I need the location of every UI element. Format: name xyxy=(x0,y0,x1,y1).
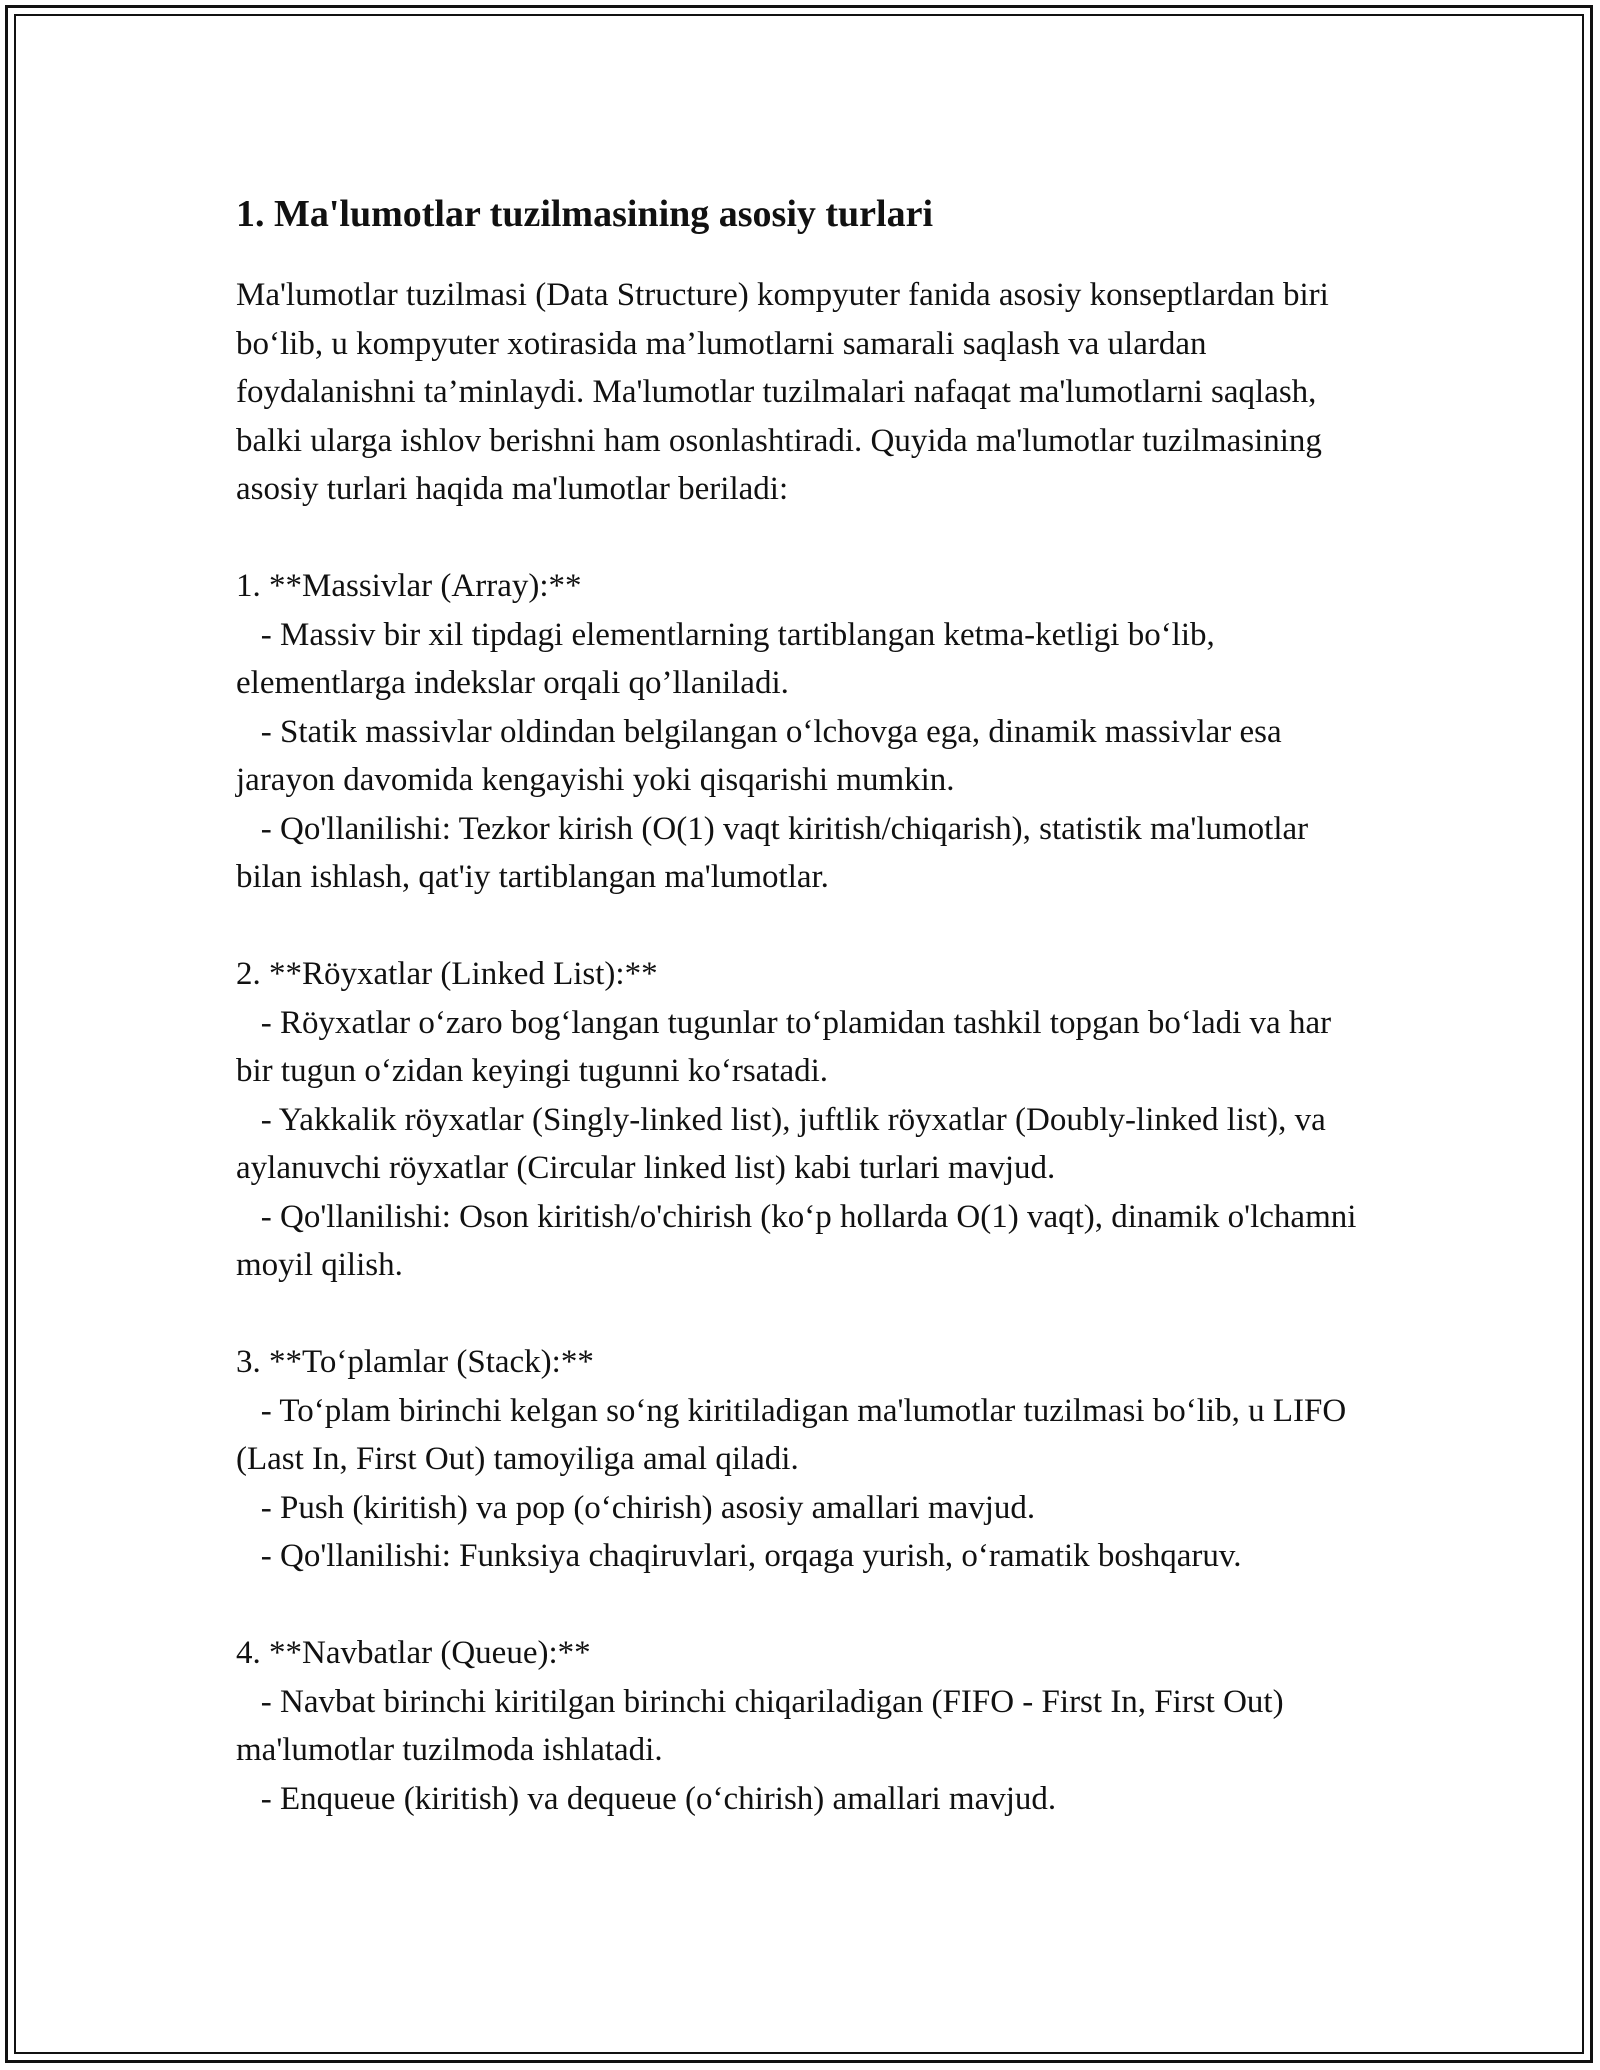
list-bullet: - Qo'llanilishi: Oson kiritish/o'chirish (ko‘p hollarda O(1) vaqt), dinamik o'lchamni moyil qilish. xyxy=(236,1198,1365,1283)
list-bullet: - To‘plam birinchi kelgan so‘ng kiritiladigan ma'lumotlar tuzilmasi bo‘lib, u LIFO (Last In, First Out) tamoyiliga amal qiladi. xyxy=(236,1392,1355,1477)
document-body xyxy=(236,188,1366,1823)
list-bullet: - Yakkalik röyxatlar (Singly-linked list), juftlik röyxatlar (Doubly-linked list), va aylanuvchi röyxatlar (Circular linked list) kabi turlari mavjud. xyxy=(236,1101,1334,1186)
list-item-heading: 2. **Röyxatlar (Linked List):** xyxy=(236,956,658,992)
paragraph-gap xyxy=(236,1581,1366,1630)
list-bullet: - Qo'llanilishi: Funksiya chaqiruvlari, orqaga yurish, o‘ramatik boshqaruv. xyxy=(236,1538,1242,1574)
list-item-stack xyxy=(236,1338,1366,1581)
list-bullet: - Push (kiritish) va pop (o‘chirish) asosiy amallari mavjud. xyxy=(236,1489,1036,1526)
list-bullet: - Qo'llanilishi: Tezkor kirish (O(1) vaqt kiritish/chiqarish), statistik ma'lumotlar bilan ishlash, qat'iy tartiblangan ma'lumotlar. xyxy=(236,810,1317,895)
list-item-heading: 1. **Massivlar (Array):** xyxy=(236,568,582,604)
intro-paragraph: Ma'lumotlar tuzilmasi (Data Structure) kompyuter fanida asosiy konseptlardan biri bo‘lib, u kompyuter xotirasida ma’lumotlarni samarali saqlash va ulardan foydalanishni ta’minlaydi. Ma'lumotlar tuzilmalari nafaqat ma'lumotlarni saqlash, balki ularga ishlov berishni ham osonlashtiradi. Quyida ma'lumotlar tuzilmasining asosiy turlari haqida ma'lumotlar beriladi: xyxy=(236,277,1338,507)
paragraph-gap xyxy=(236,1290,1366,1339)
list-item-linked-list xyxy=(236,950,1366,1290)
list-item-heading: 4. **Navbatlar (Queue):** xyxy=(236,1635,591,1671)
section-title: 1. Ma'lumotlar tuzilmasining asosiy turlari xyxy=(236,193,934,235)
list-bullet: - Massiv bir xil tipdagi elementlarning tartiblangan ketma-ketligi bo‘lib, elementlarga indekslar orqali qo’llaniladi. xyxy=(236,616,1224,701)
list-item-heading: 3. **To‘plamlar (Stack):** xyxy=(236,1344,594,1380)
list-bullet: - Navbat birinchi kiritilgan birinchi chiqariladigan (FIFO - First In, First Out) ma'lumotlar tuzilmoda ishlatadi. xyxy=(236,1683,1292,1768)
list-item-queue xyxy=(236,1629,1366,1823)
paragraph-gap xyxy=(236,902,1366,951)
paragraph-gap xyxy=(236,514,1366,563)
list-bullet: - Röyxatlar o‘zaro bog‘langan tugunlar to‘plamidan tashkil topgan bo‘ladi va har bir tugun o‘zidan keyingi tugunni ko‘rsatadi. xyxy=(236,1004,1340,1089)
list-bullet: - Enqueue (kiritish) va dequeue (o‘chirish) amallari mavjud. xyxy=(236,1780,1057,1817)
list-bullet: - Statik massivlar oldindan belgilangan o‘lchovga ega, dinamik massivlar esa jarayon davomida kengayishi yoki qisqarishi mumkin. xyxy=(236,713,1290,798)
list-item-array xyxy=(236,562,1366,902)
